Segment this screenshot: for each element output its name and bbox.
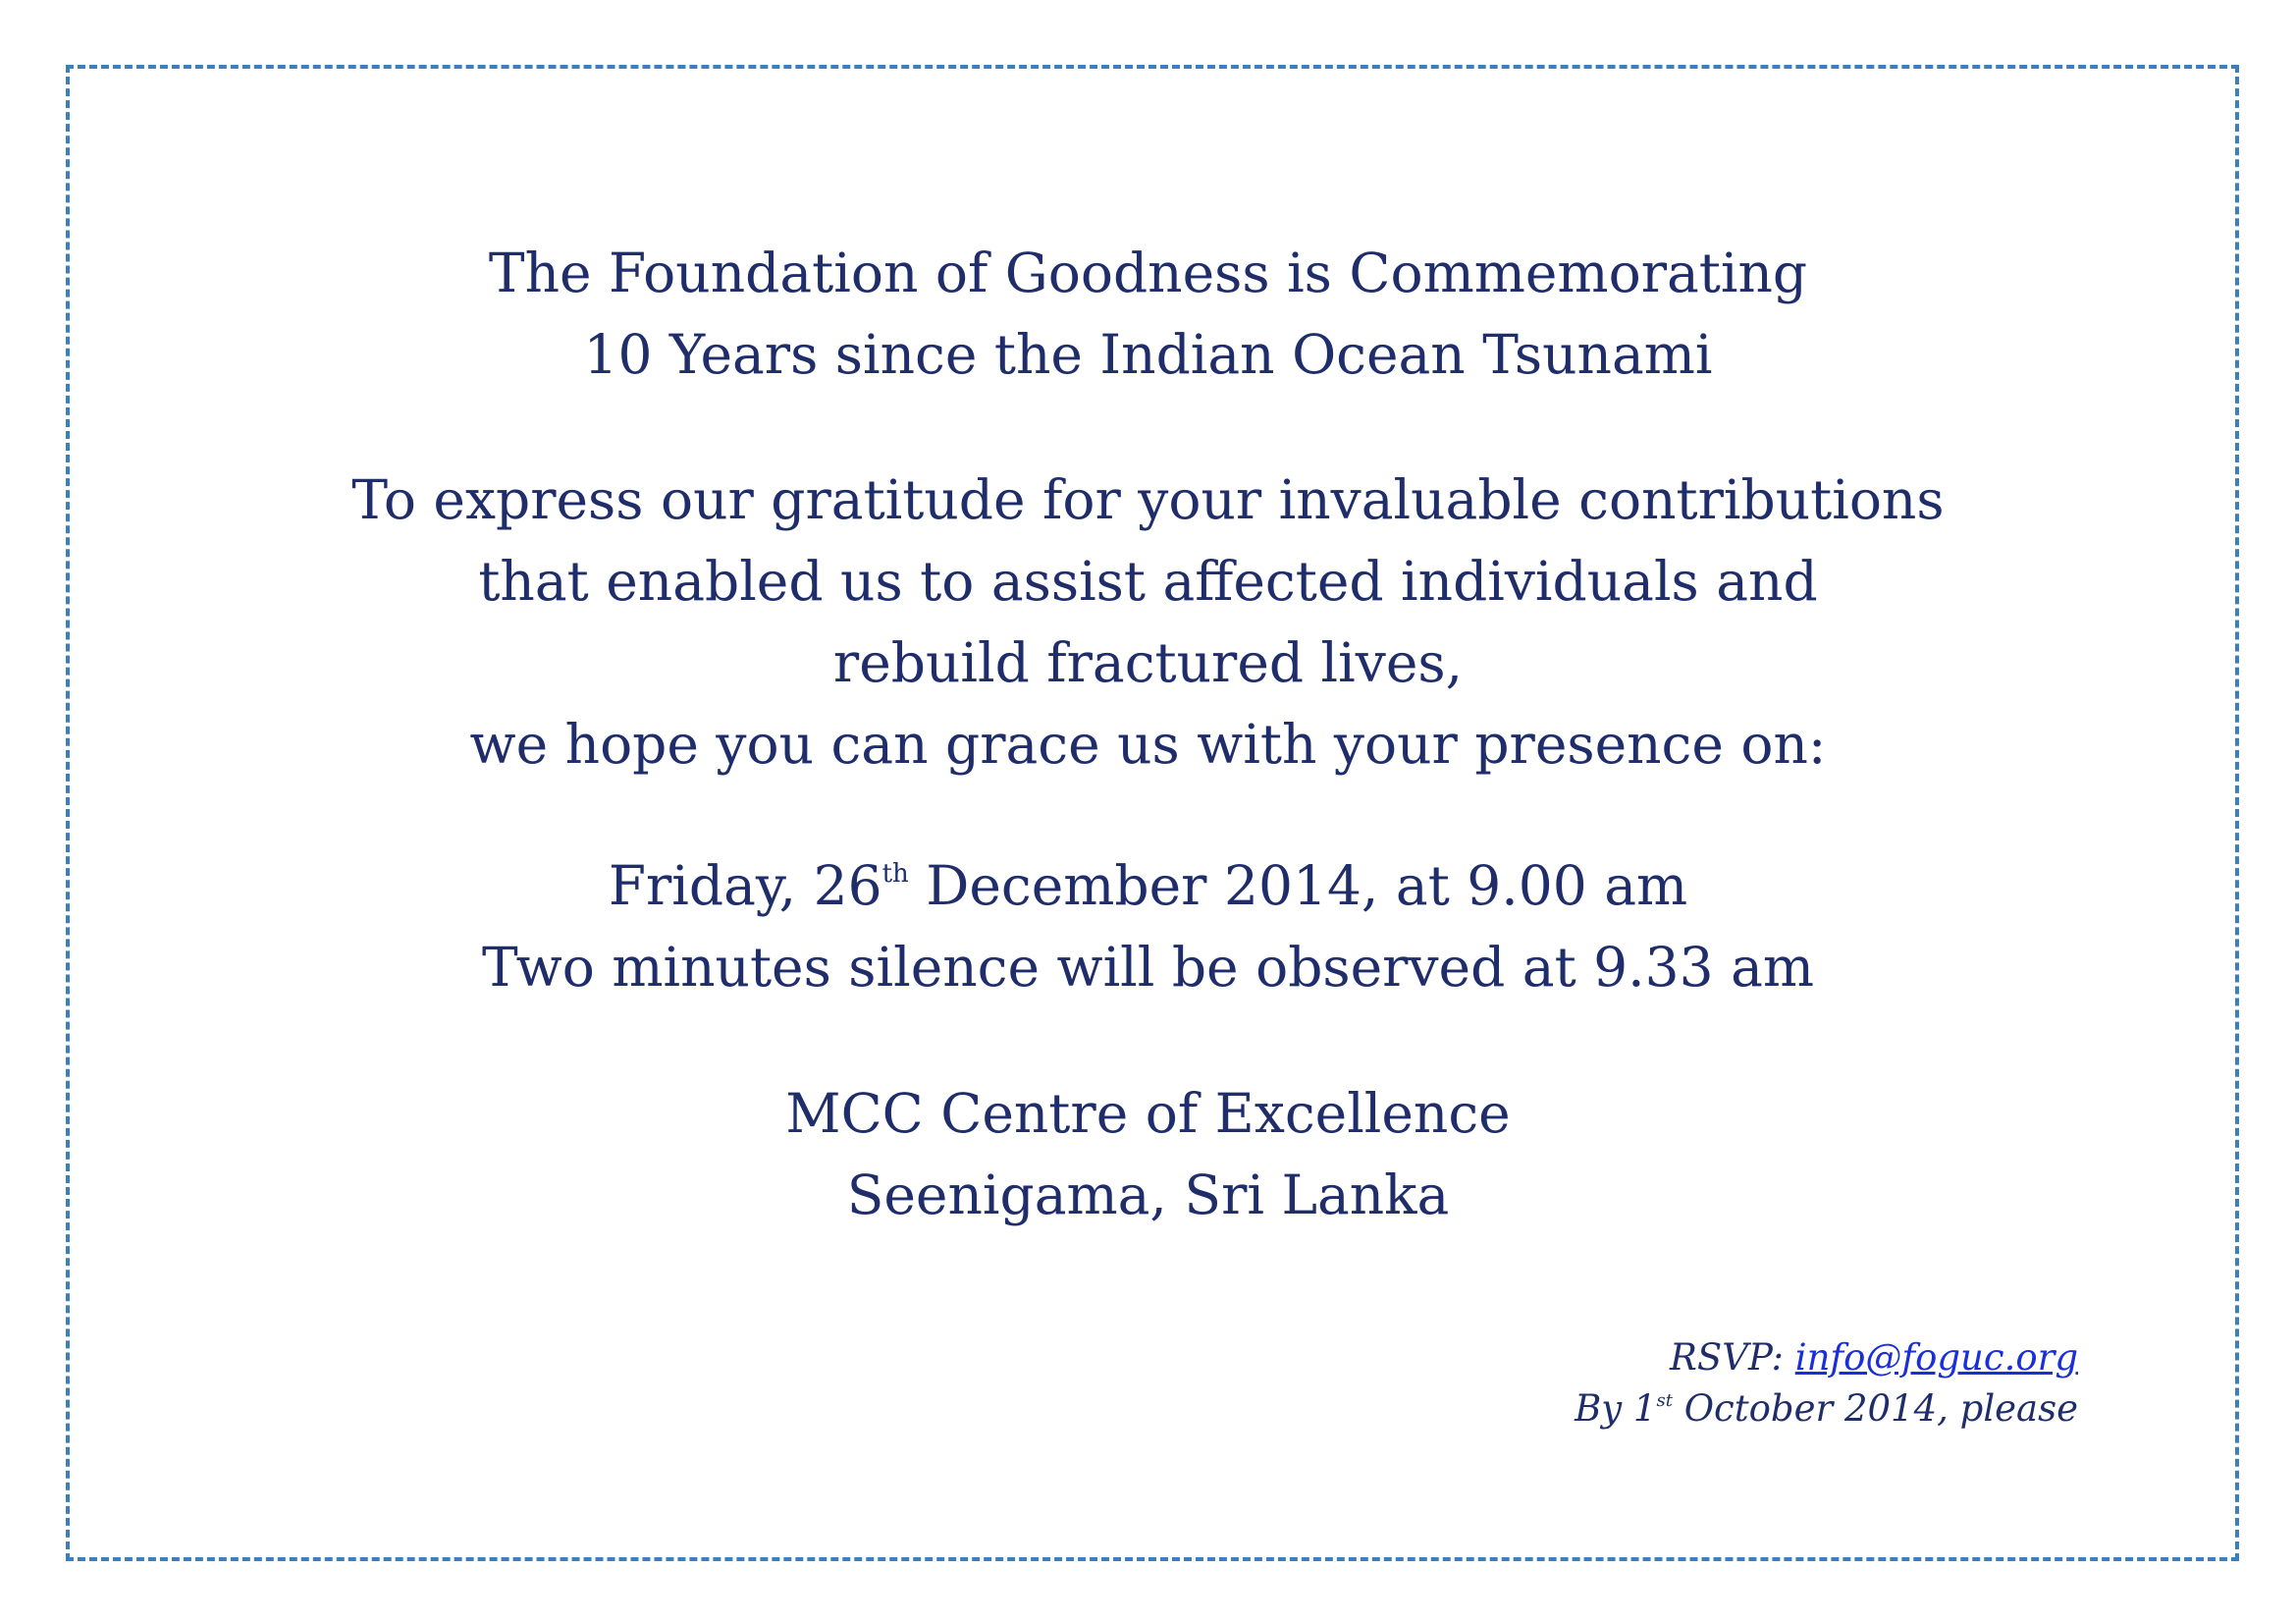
heading-line-1: The Foundation of Goodness is Commemorating bbox=[488, 242, 1808, 304]
rsvp-deadline-rest: October 2014, please bbox=[1672, 1387, 2078, 1430]
event-date-ordinal: th bbox=[881, 858, 909, 889]
invitation-heading bbox=[0, 233, 2296, 396]
event-date-rest: December 2014, at 9.00 am bbox=[908, 854, 1688, 917]
event-silence: Two minutes silence will be observed at 9.33 am bbox=[481, 936, 1815, 999]
event-date bbox=[0, 845, 2296, 927]
gratitude-line-3: rebuild fractured lives, bbox=[832, 631, 1464, 694]
venue bbox=[0, 1073, 2296, 1236]
gratitude-line-2: that enabled us to assist affected individuals and bbox=[478, 550, 1818, 613]
venue-location: Seenigama, Sri Lanka bbox=[846, 1164, 1450, 1226]
rsvp-deadline-ordinal: st bbox=[1656, 1389, 1673, 1411]
event-date-day: Friday, 26 bbox=[608, 854, 882, 917]
rsvp-section bbox=[1575, 1332, 2078, 1435]
event-details bbox=[0, 845, 2296, 1008]
rsvp-line bbox=[1575, 1332, 2078, 1383]
gratitude-line-1: To express our gratitude for your invaluable contributions bbox=[351, 468, 1945, 531]
gratitude-paragraph bbox=[0, 460, 2296, 785]
venue-name: MCC Centre of Excellence bbox=[785, 1082, 1511, 1145]
heading-line-2: 10 Years since the Indian Ocean Tsunami bbox=[583, 323, 1713, 386]
rsvp-deadline-prefix: By 1 bbox=[1575, 1387, 1657, 1430]
gratitude-line-4: we hope you can grace us with your presence on: bbox=[469, 713, 1827, 776]
rsvp-label: RSVP: bbox=[1670, 1336, 1795, 1379]
rsvp-email-link[interactable]: info@foguc.org bbox=[1794, 1336, 2078, 1379]
rsvp-deadline bbox=[1575, 1383, 2078, 1435]
